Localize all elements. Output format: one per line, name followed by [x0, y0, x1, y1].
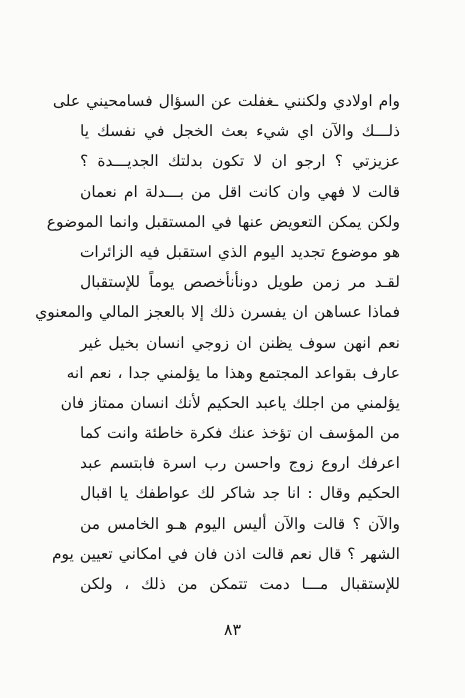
- text-line-14: الحكيم وقال : انا جد شاكر لك عواطفك يا اقبال: [80, 484, 400, 503]
- page-number: ٨٣: [223, 620, 242, 639]
- body-text: [35, 86, 400, 599]
- text-line-11: يؤلمني من اجلك ياعبد الحكيم لأنك انسان ممتاز فان: [60, 393, 400, 412]
- text-line-5: ولكن يمكن التعويض عنها في المستقبل وانما الموضوع: [46, 212, 400, 231]
- text-line-3: عزيزتي ؟ ارجو ان لا تكون بدلتك الجديـــدة ؟: [80, 152, 400, 171]
- text-line-2: ذلـــك والآن اي شيء بعث الخجل في نفسك يا: [80, 122, 400, 141]
- text-line-4: قالت لا فهي وان كانت اقل من بـــدلة ام نعمان: [80, 182, 400, 201]
- text-line-7: لقـد مر زمن طويل دونأنأخصص يوماً للإستقبال: [80, 273, 400, 292]
- text-line-17: للإستقبال مـــا دمت تتمكن من ذلك ، ولكن: [80, 575, 400, 593]
- text-line-15: والآن ؟ قالت والآن أليس اليوم هـو الخامس من: [80, 514, 400, 533]
- text-line-8: فماذا عساهن ان يفسرن ذلك إلا بالعجز المالي والمعنوي: [35, 303, 400, 322]
- text-line-9: نعم انهن سوف يظنن ان زوجي انسان بخيل غير: [80, 333, 400, 352]
- text-line-12: من المؤسف ان تؤخذ عنك فكرة خاطئة وانت كما: [80, 424, 400, 443]
- text-line-13: اعرفك اروع زوج واحسن رب اسرة فابتسم عبد: [80, 454, 400, 473]
- text-line-6: هو موضوع تجديد اليوم الذي استقبل فيه الزائرات: [79, 242, 400, 261]
- text-line-10: عارف بقواعد المجتمع وهذا ما يؤلمني جدا ، نعم انه: [66, 363, 400, 382]
- text-line-1: وام اولادي ولكنني ـغفلت عن السؤال فسامحيني على: [52, 92, 400, 110]
- text-line-16: الشهر ؟ قال نعم قالت اذن فان في امكاني تعيين يوم: [51, 544, 400, 563]
